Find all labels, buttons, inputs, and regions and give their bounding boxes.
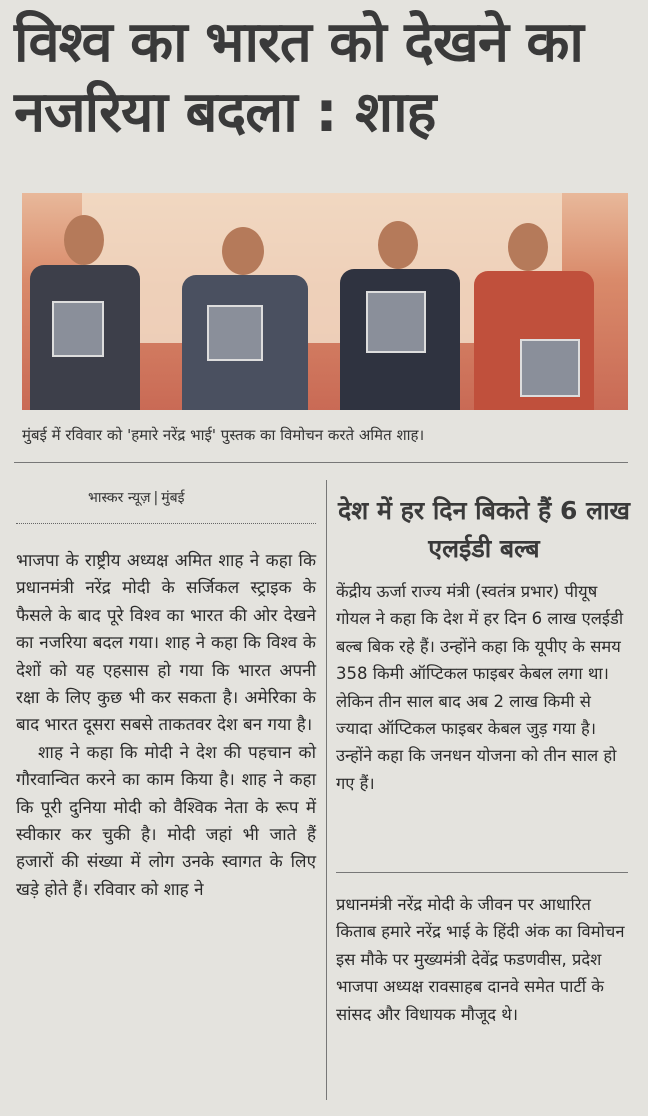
photo-person-head [64,215,104,265]
byline [88,488,184,507]
sub-headline: देश में हर दिन बिकते हैं 6 लाख एलईडी बल्ब [337,496,631,563]
photo-person-head [222,227,264,275]
photo-book [207,305,263,361]
byline-agency: भास्कर न्यूज़ [88,490,151,506]
photo-person-head [508,223,548,271]
photo-book [366,291,426,353]
byline-separator: | [153,490,159,506]
column-divider [326,480,327,1100]
photo-caption: मुंबई में रविवार को 'हमारे नरेंद्र भाई' पुस्तक का विमोचन करते अमित शाह। [22,426,425,444]
event-photo [22,193,628,410]
byline-divider [16,523,316,524]
byline-city: मुंबई [161,490,185,506]
side-article-divider [336,872,628,873]
side-article-paragraph: प्रधानमंत्री नरेंद्र मोदी के जीवन पर आधारित किताब हमारे नरेंद्र भाई के हिंदी अंक का विमोचन इस मौके पर मुख्यमंत्री देवेंद्र फडणवीस, प्रदेश भाजपा अध्यक्ष रावसाहब दानवे समेत पार्टी के सांसद और विधायक मौजूद थे। [336,895,625,1024]
photo-person-head [378,221,418,269]
photo-book [52,301,104,357]
headline: विश्व का भारत को देखने का नजरिया बदला : शाह [14,10,583,145]
side-article-paragraph: केंद्रीय ऊर्जा राज्य मंत्री (स्वतंत्र प्रभार) पीयूष गोयल ने कहा कि देश में हर दिन 6 लाख एलईडी बल्ब बिक रहे हैं। उन्होंने कहा कि यूपीए के समय 358 किमी ऑप्टिकल फाइबर केबल लगा था। लेकिन तीन साल बाद अब 2 लाख किमी से ज्यादा ऑप्टिकल फाइबर केबल जुड़ गया है। उन्होंने कहा कि जनधन योजना को तीन साल हो गए हैं। [336,582,624,793]
main-article-body [16,548,316,904]
article-paragraph: भाजपा के राष्ट्रीय अध्यक्ष अमित शाह ने कहा कि प्रधानमंत्री नरेंद्र मोदी के सर्जिकल स्ट्राइक के फैसले के बाद पूरे विश्व का भारत की ओर देखने का नजरिया बदल गया। शाह ने कहा कि विश्व के देशों को यह एहसास हो गया कि भारत अपनी रक्षा के लिए कुछ भी कर सकता है। अमेरिका के बाद भारत दूसरा सबसे ताकतवर देश बन गया है। [16,551,316,736]
caption-divider [14,462,628,463]
article-paragraph: शाह ने कहा कि मोदी ने देश की पहचान को गौरवान्वित करने का काम किया है। शाह ने कहा कि पूरी दुनिया मोदी को वैश्विक नेता के रूप में स्वीकार कर चुकी है। मोदी जहां भी जाते हैं हजारों की संख्या में लोग उनके स्वागत के लिए खड़े होते हैं। रविवार को शाह ने [16,742,316,900]
photo-book [520,339,580,397]
